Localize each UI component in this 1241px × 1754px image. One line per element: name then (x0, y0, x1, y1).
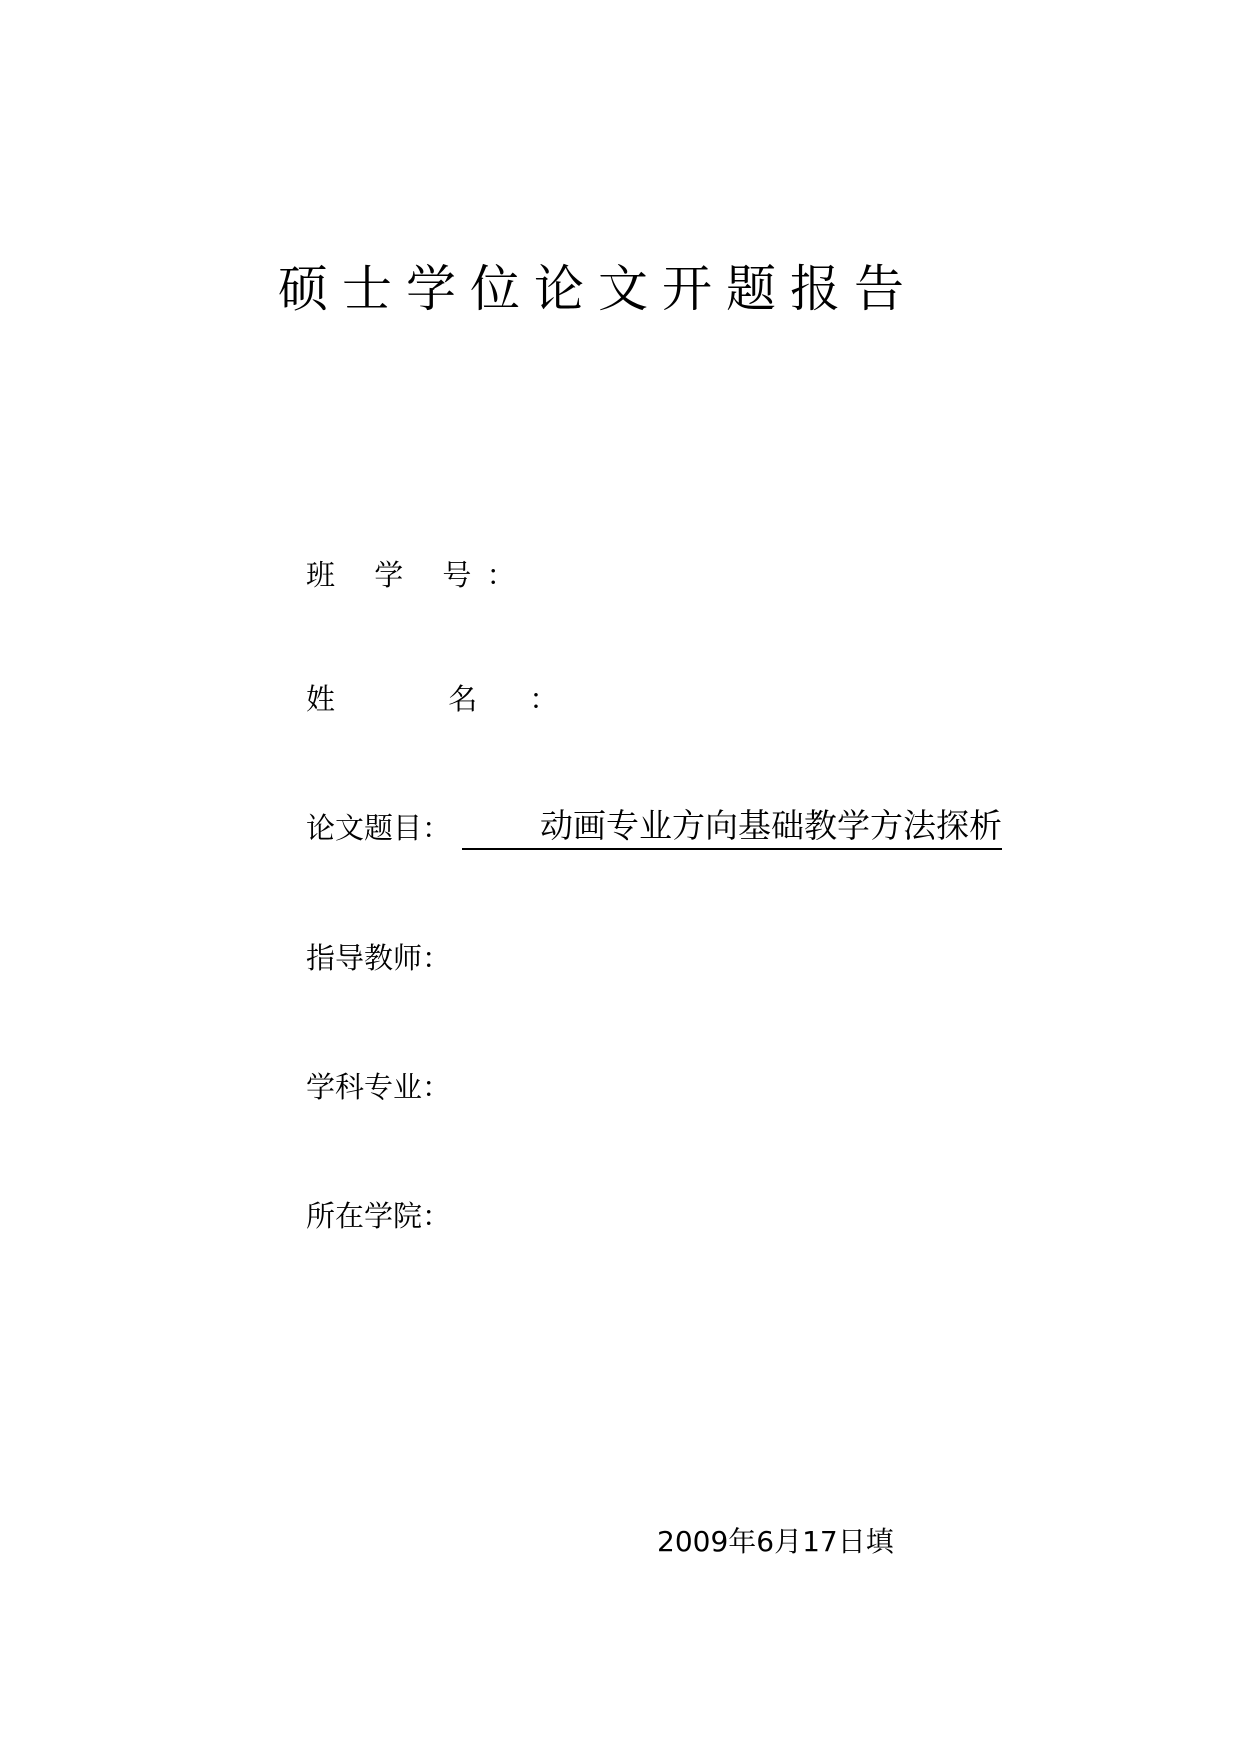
name-label-text: 姓 名 (306, 682, 530, 716)
major-colon: ： (422, 1070, 452, 1104)
college-colon: ： (422, 1199, 452, 1233)
college-label-text: 所在学院 (306, 1199, 423, 1233)
field-class-id-label (306, 555, 515, 595)
major-label-text: 学科专业 (306, 1070, 423, 1104)
document-title: 硕士学位论文开题报告 (278, 260, 918, 318)
name-colon: ： (529, 682, 559, 716)
field-thesis-title-label (306, 808, 451, 848)
field-name-label (306, 679, 558, 719)
class-id-colon: ： (486, 558, 516, 592)
class-id-label-text: 班 学 号 (306, 558, 487, 592)
fill-date: 2009年6月17日填 (657, 1525, 894, 1558)
field-major-label (306, 1067, 451, 1107)
thesis-title-label-text: 论文题目 (306, 811, 423, 845)
advisor-label-text: 指导教师 (306, 941, 423, 975)
advisor-colon: ： (422, 941, 452, 975)
thesis-title-value: 动画专业方向基础教学方法探析 (462, 804, 1002, 850)
field-advisor-label (306, 938, 451, 978)
field-college-label (306, 1196, 451, 1236)
thesis-title-colon: ： (422, 811, 452, 845)
